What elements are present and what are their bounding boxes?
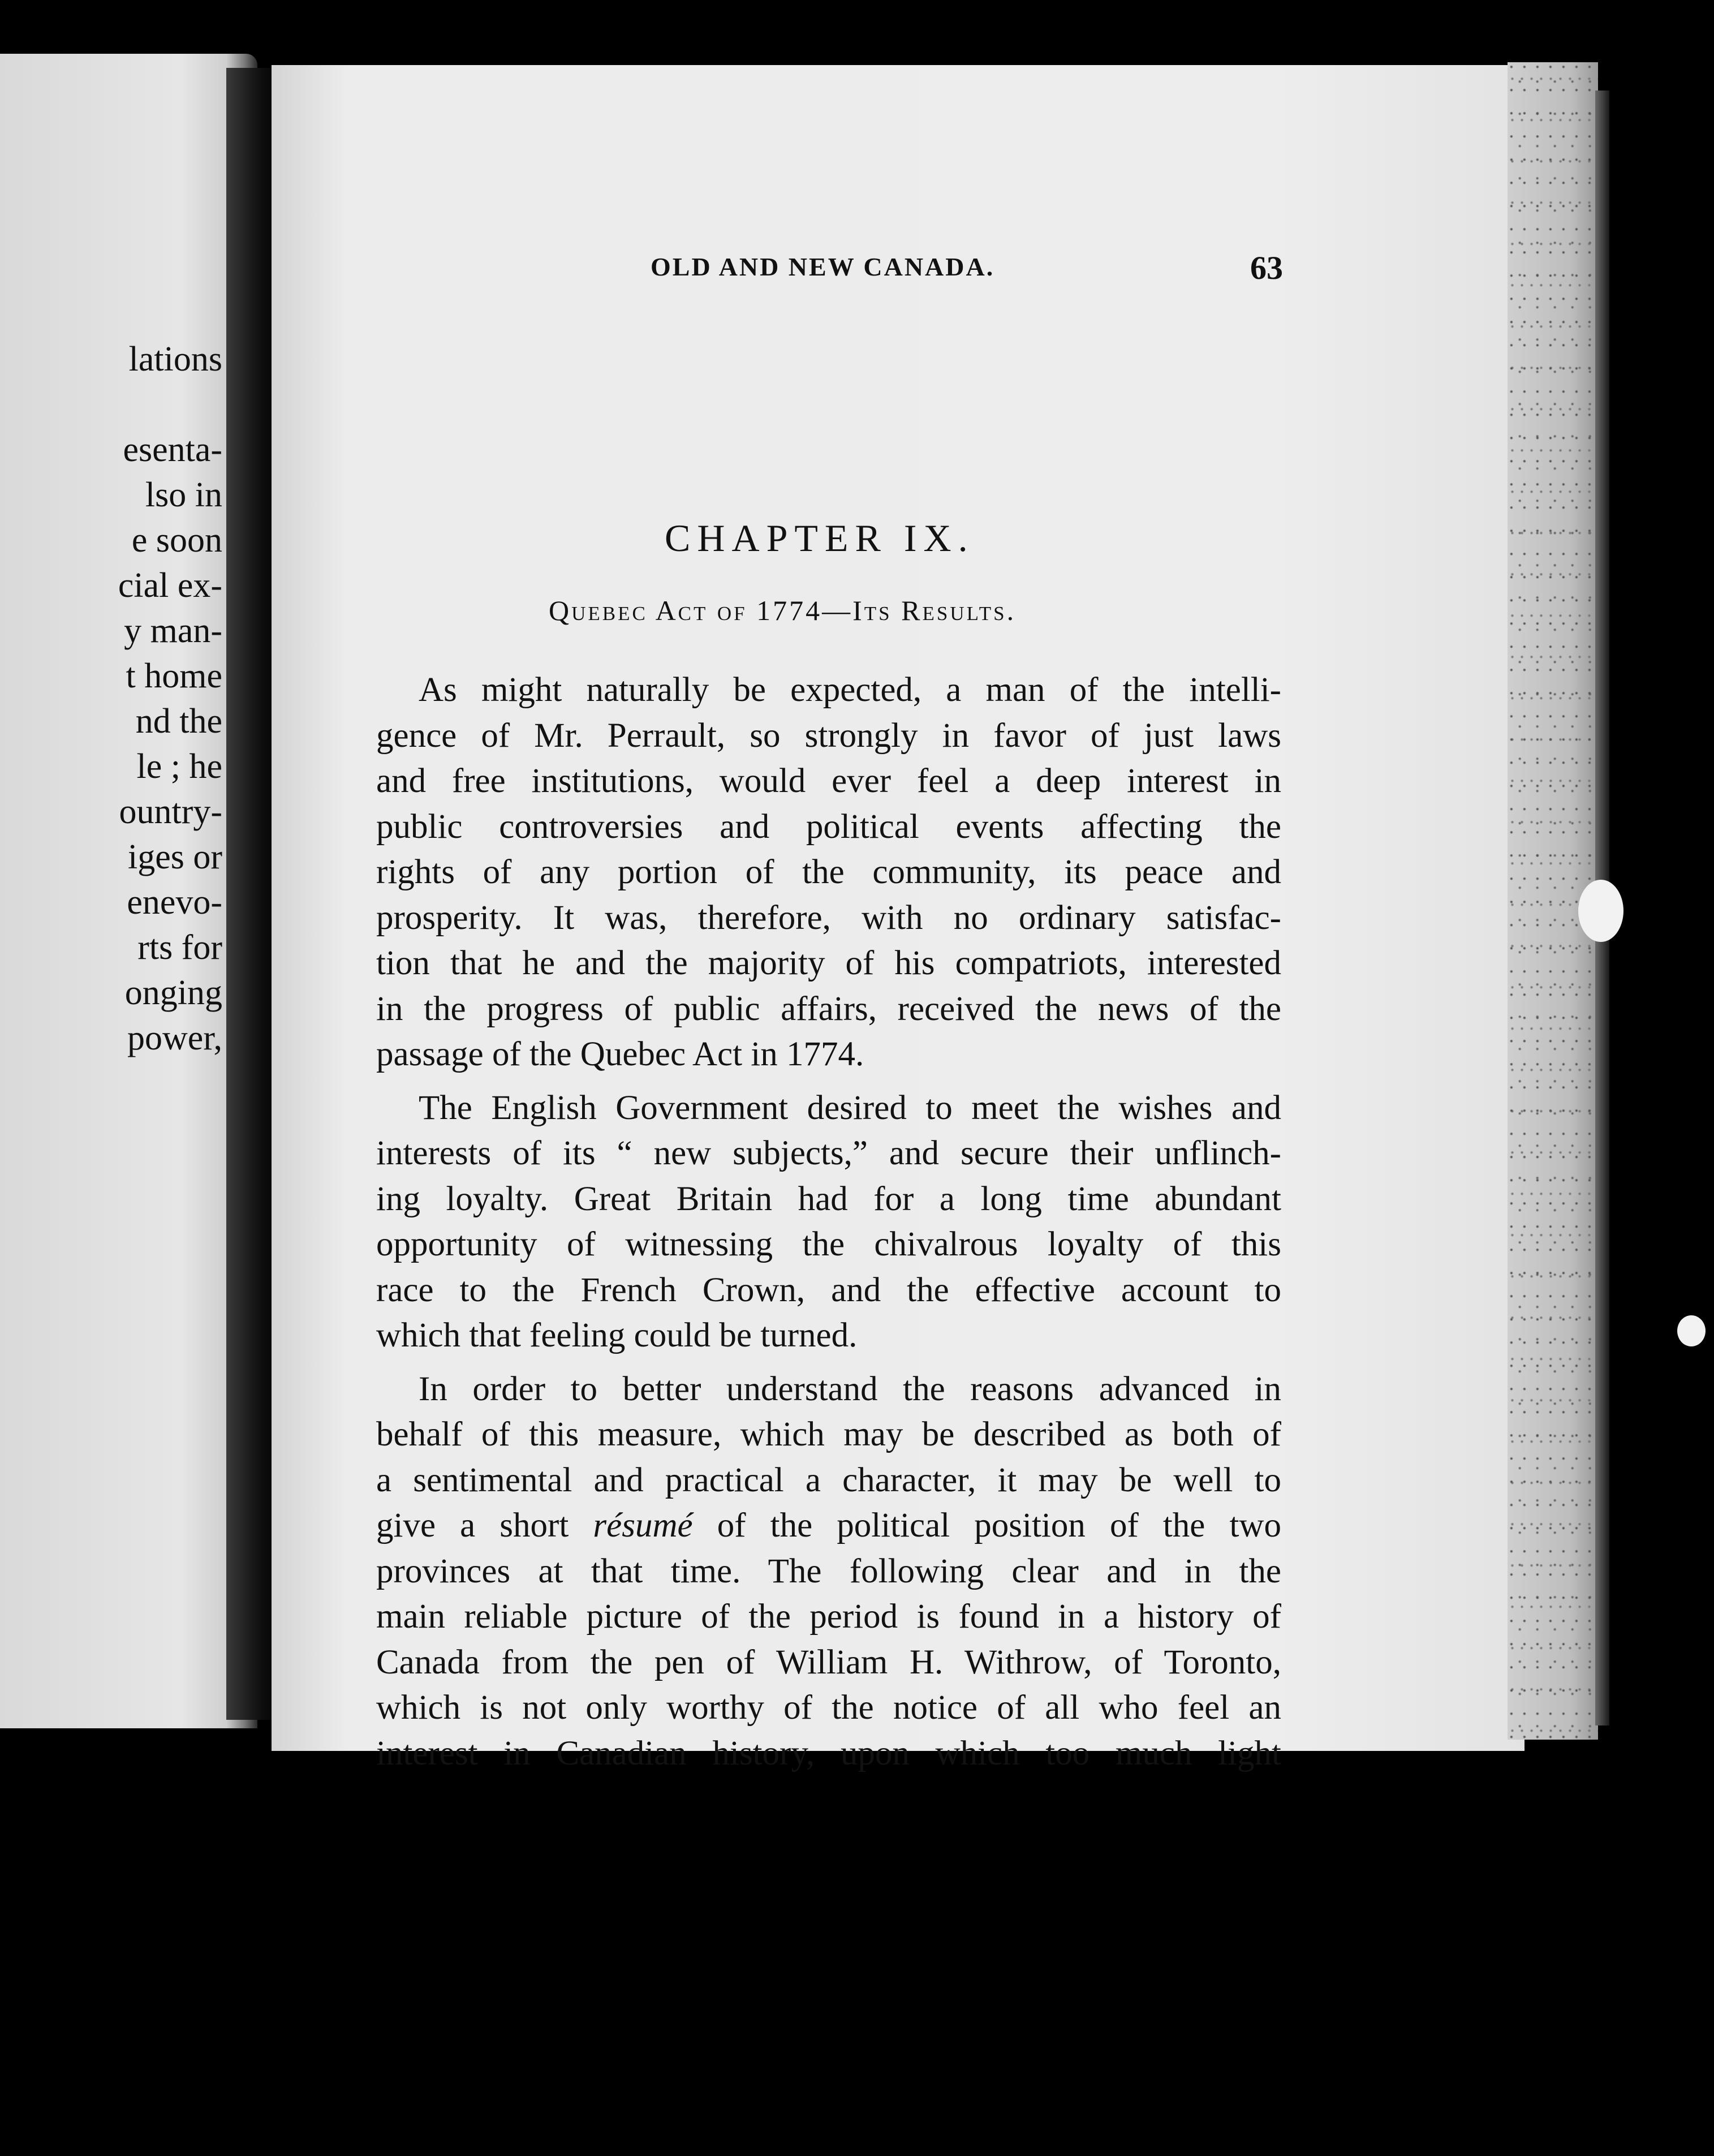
text-line: race to the French Crown, and the effective account to (376, 1271, 1281, 1309)
text-line: As might naturally be expected, a man of the intelli- (419, 671, 1281, 709)
left-page-line: e soon (131, 521, 222, 560)
left-page-line: power, (127, 1019, 222, 1057)
text-line: The English Government desired to meet the wishes and (419, 1088, 1281, 1127)
text-line: public controversies and political events affecting the (376, 807, 1281, 846)
text-line: ing loyalty. Great Britain had for a long time abundant (376, 1180, 1281, 1218)
left-page-line: le ; he (136, 747, 222, 786)
paper-blemish (1578, 880, 1623, 942)
text-line: provinces at that time. The following clear and in the (376, 1552, 1281, 1590)
text-line: tion that he and the majority of his compatriots, interested (376, 944, 1281, 982)
text-line: passage of the Quebec Act in 1774. (376, 1035, 864, 1073)
left-page-line: lso in (145, 476, 222, 514)
text-line: prosperity. It was, therefore, with no ordinary satisfac- (376, 898, 1281, 937)
text-segment: of the political position of the two (717, 1507, 1281, 1544)
chapter-title: CHAPTER IX. (665, 517, 975, 560)
text-line: in the progress of public affairs, received the news of the (376, 989, 1281, 1028)
left-page-line: rts for (137, 928, 222, 967)
paragraph (376, 1086, 1281, 1359)
chapter-subtitle: Quebec Act of 1774—Its Results. (549, 595, 1017, 626)
left-page-line: y man- (124, 612, 222, 650)
running-head: OLD AND NEW CANADA. (651, 252, 995, 281)
left-page-line: enevo- (127, 883, 222, 922)
text-line: In order to better understand the reasons advanced in (419, 1370, 1281, 1408)
text-segment: give a short (376, 1507, 569, 1544)
text-line: interests of its “ new subjects,” and secure their unflinch- (376, 1134, 1281, 1172)
body-text (376, 668, 1281, 1776)
text-line: main reliable picture of the period is found in a history of (376, 1598, 1281, 1636)
text-line: and free institutions, would ever feel a deep interest in (376, 762, 1281, 800)
left-page-line: cial ex- (118, 566, 222, 605)
left-page (0, 54, 257, 1728)
left-page-line: esenta- (123, 431, 222, 469)
paper-blemish (1677, 1315, 1706, 1346)
text-line: which is not only worthy of the notice of all who feel an (376, 1689, 1281, 1727)
text-line: opportunity of witnessing the chivalrous loyalty of this (376, 1225, 1281, 1263)
text-line: a sentimental and practical a character, it may be well to (376, 1461, 1281, 1499)
italic-word: résumé (593, 1507, 693, 1544)
text-line: Canada from the pen of William H. Withrow, of Toronto, (376, 1643, 1281, 1681)
text-line: behalf of this measure, which may be described as both of (376, 1415, 1281, 1453)
left-page-line: t home (126, 657, 222, 695)
text-line: gence of Mr. Perrault, so strongly in favor of just laws (376, 716, 1281, 755)
left-page-line: lations (128, 340, 222, 378)
paragraph (376, 668, 1281, 1078)
left-page-line: ountry- (119, 793, 222, 831)
paragraph (376, 1367, 1281, 1777)
text-line (376, 1503, 1281, 1549)
text-line: interest in Canadian history, upon which too much light (376, 1734, 1281, 1772)
page-number: 63 (1250, 249, 1283, 286)
left-page-line: onging (124, 974, 222, 1012)
text-line: which that feeling could be turned. (376, 1316, 858, 1354)
left-page-line: iges or (127, 838, 222, 876)
text-line: rights of any portion of the community, its peace and (376, 853, 1281, 891)
left-page-line: nd the (135, 702, 222, 741)
